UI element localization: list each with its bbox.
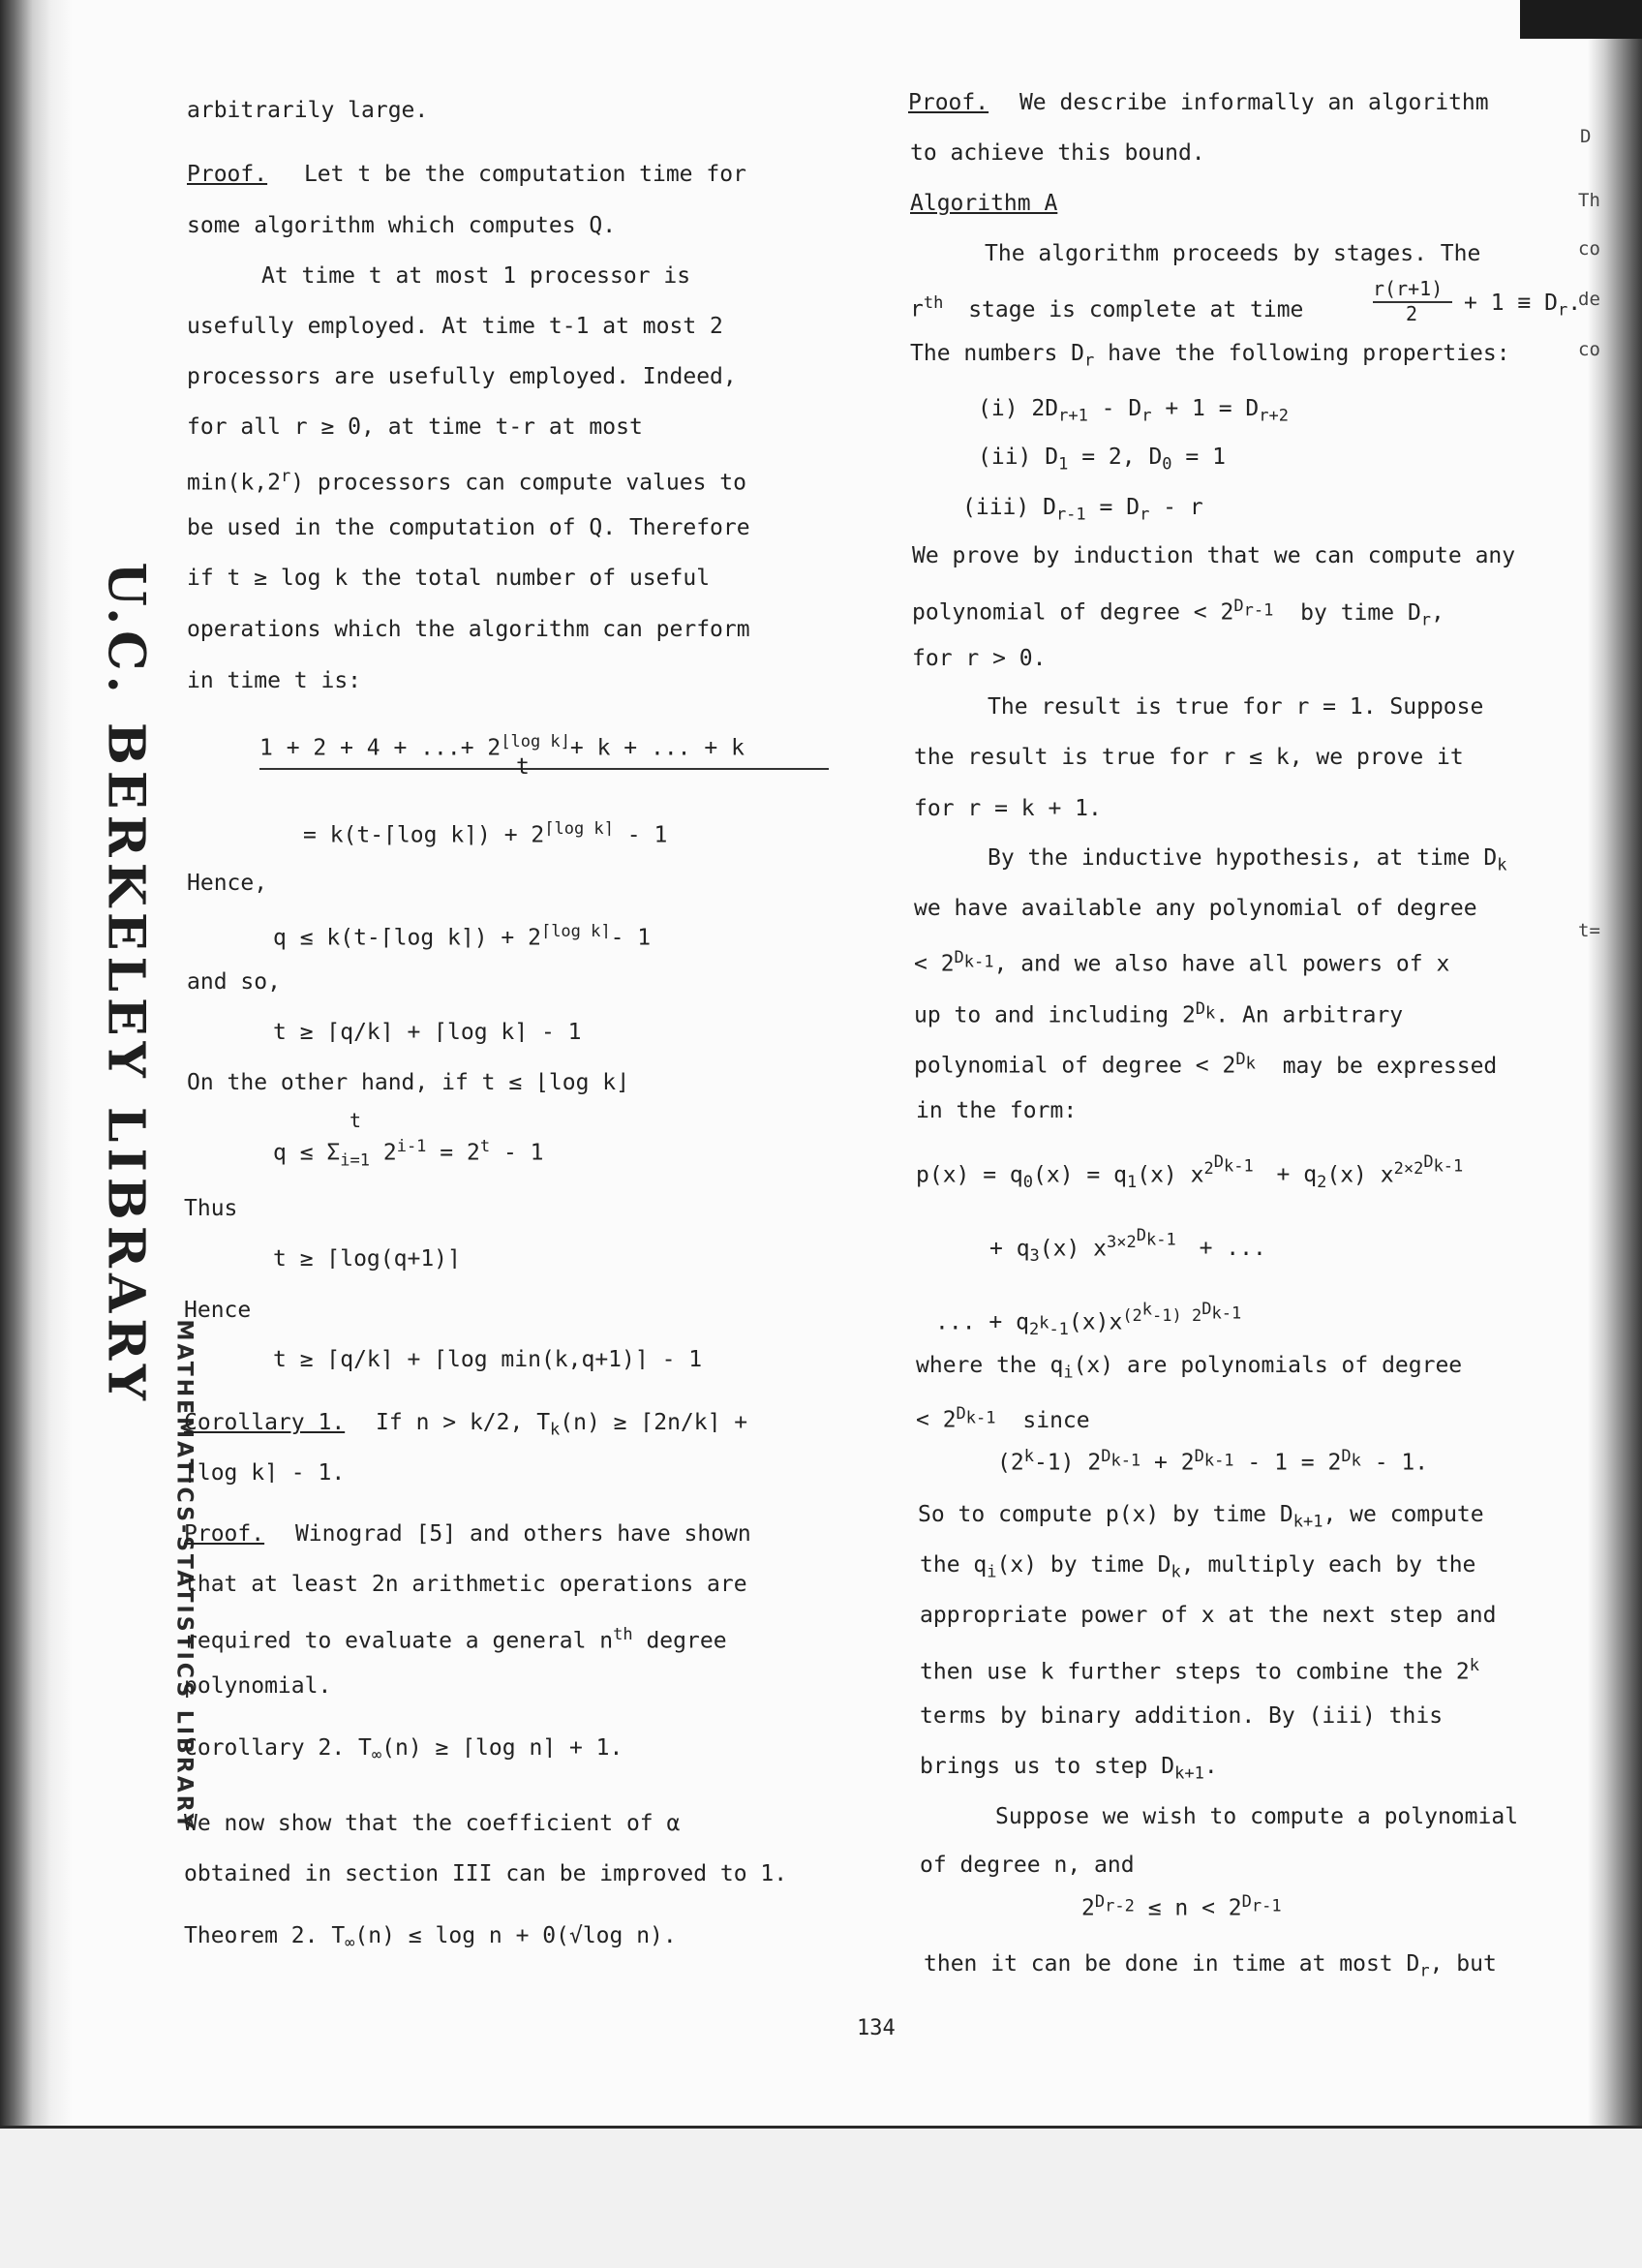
text-run: So to compute p(x) by time D xyxy=(918,1502,1293,1527)
text-line: for r > 0. xyxy=(912,646,1047,671)
subscript: k-1 xyxy=(1223,1156,1254,1177)
superscript: k xyxy=(1469,1656,1479,1675)
subscript: k xyxy=(550,1420,561,1440)
text-line: the result is true for r ≤ k, we prove it xyxy=(914,745,1464,770)
subscript: 0 xyxy=(1022,1172,1034,1192)
superscript: D xyxy=(956,1404,966,1424)
subscript: r xyxy=(1084,351,1095,371)
text-run: 2 xyxy=(1081,1895,1095,1921)
formula-line xyxy=(273,918,651,952)
superscript: -1) 2 xyxy=(1152,1305,1202,1326)
subscript: k xyxy=(1205,1003,1216,1024)
text-run: -1) 2 xyxy=(1033,1450,1102,1476)
superscript: D xyxy=(1233,597,1244,616)
text-line xyxy=(914,944,1449,978)
sum-symbol: Σ xyxy=(326,1140,341,1166)
text-run: may be expressed xyxy=(1282,1053,1498,1079)
text-line: of degree n, and xyxy=(920,1853,1135,1878)
text-run: The numbers D xyxy=(910,341,1085,366)
text-line: At time t at most 1 processor is xyxy=(261,263,691,289)
text-line: On the other hand, if t ≤ ⌊log k⌋ xyxy=(187,1070,629,1095)
text-run: + q xyxy=(1276,1162,1318,1188)
fraction-denominator: 2 xyxy=(1406,302,1418,325)
proof-label: Proof. xyxy=(908,90,989,115)
text-line xyxy=(918,1501,1484,1536)
text-run: min(k,2 xyxy=(187,470,281,496)
text-line: some algorithm which computes Q. xyxy=(187,213,617,238)
text-line xyxy=(920,1551,1475,1586)
text-run: r xyxy=(910,296,924,322)
sum-upper-limit: t xyxy=(350,1109,362,1132)
text-line xyxy=(910,340,1510,375)
text-line xyxy=(916,1400,1090,1434)
text-run: (x) x xyxy=(1039,1236,1108,1262)
property-line xyxy=(978,444,1226,478)
superscript: th xyxy=(923,293,944,313)
superscript: D xyxy=(1195,999,1206,1019)
text-line: ⌈log k⌉ - 1. xyxy=(184,1460,346,1486)
subscript: r+2 xyxy=(1259,406,1289,426)
subscript: k-1 xyxy=(1110,1451,1141,1471)
text-line: The algorithm proceeds by stages. The xyxy=(985,241,1481,266)
fraction-bar xyxy=(259,768,829,770)
text-line: Hence xyxy=(184,1298,252,1323)
formula-line xyxy=(916,1149,1463,1196)
text-run: q ≤ xyxy=(273,1140,314,1166)
next-page-edge xyxy=(1588,0,1642,2126)
scan-corner xyxy=(1520,0,1642,39)
text-line: Hence, xyxy=(187,871,268,896)
text-line: The result is true for r = 1. Suppose xyxy=(988,694,1484,720)
subscript: 1 xyxy=(1126,1172,1138,1192)
subscript: k-1 xyxy=(1211,1303,1242,1324)
superscript: t xyxy=(479,1137,491,1156)
text-run: By the inductive hypothesis, at time D xyxy=(988,845,1498,871)
text-run: 1 + 2 + 4 + ...+ 2 xyxy=(259,735,502,761)
text-line: obtained in section III can be improved to 1. xyxy=(184,1861,788,1886)
text-run: 2 xyxy=(382,1140,397,1166)
subscript: i xyxy=(987,1562,997,1582)
subscript: k xyxy=(1497,855,1507,875)
subscript: r-1 xyxy=(1251,1896,1282,1916)
text-run: Let t be the computation time for xyxy=(303,162,746,187)
scan-bottom-margin xyxy=(0,2126,1642,2268)
text-run: (i) 2D xyxy=(978,396,1059,421)
text-line: and so, xyxy=(187,969,281,995)
subscript: r xyxy=(1141,406,1152,426)
text-run: = D xyxy=(1099,495,1140,520)
subscript: k-1 xyxy=(963,952,994,972)
text-run: . xyxy=(1203,1754,1218,1779)
formula-line xyxy=(1081,1888,1282,1922)
text-line: arbitrarily large. xyxy=(187,98,429,123)
book-spine xyxy=(0,0,197,2126)
text-line xyxy=(187,161,746,188)
text-run: = 1 xyxy=(1185,444,1226,470)
subscript: -1 xyxy=(1049,1319,1069,1339)
text-run: (x) = q xyxy=(1033,1162,1127,1188)
subscript: r-2 xyxy=(1105,1896,1135,1916)
text-run: brings us to step D xyxy=(920,1754,1175,1779)
subscript: i=1 xyxy=(340,1150,370,1171)
text-line xyxy=(916,1352,1462,1387)
text-run: We describe informally an algorithm xyxy=(1019,90,1489,115)
text-run: , xyxy=(1431,599,1444,626)
text-run: - D xyxy=(1101,396,1142,421)
text-run: polynomial of degree < 2 xyxy=(914,1053,1236,1079)
text-line xyxy=(1464,290,1581,324)
text-run: + q xyxy=(989,1236,1030,1262)
text-run: (x) by time D xyxy=(996,1552,1171,1578)
subscript: 2 xyxy=(1028,1319,1040,1339)
text-run: (x)x xyxy=(1068,1309,1123,1335)
text-run: + 2 xyxy=(1154,1450,1195,1476)
text-run: = 2 xyxy=(440,1140,480,1166)
text-run: have the following properties: xyxy=(1108,341,1510,366)
text-run: where the q xyxy=(916,1353,1064,1378)
text-run: , but xyxy=(1429,1951,1497,1977)
subscript: k-1 xyxy=(1146,1230,1176,1250)
text-line: operations which the algorithm can perform xyxy=(187,617,750,642)
fraction-numerator: r(r+1) xyxy=(1373,277,1444,300)
superscript: ⌊log k⌋ xyxy=(501,732,570,751)
superscript: D xyxy=(1094,1892,1106,1912)
text-run: up to and including 2 xyxy=(914,1002,1196,1028)
subscript: k-1 xyxy=(1203,1451,1234,1471)
text-line xyxy=(920,1652,1479,1686)
text-line xyxy=(184,1520,751,1548)
property-line xyxy=(962,494,1203,529)
text-run: then it can be done in time at most D xyxy=(924,1951,1420,1977)
text-run: + 1 ≡ D xyxy=(1464,291,1558,316)
text-run: (ii) D xyxy=(978,444,1059,470)
text-run: (x) x xyxy=(1137,1162,1204,1188)
superscript: D xyxy=(1201,1300,1212,1319)
formula-line: t ≥ ⌈q/k⌉ + ⌈log min(k,q+1)⌉ - 1 xyxy=(273,1347,703,1372)
text-run: the q xyxy=(920,1552,988,1578)
superscript: i-1 xyxy=(396,1137,427,1156)
text-line xyxy=(184,1621,727,1655)
edge-text-3: co xyxy=(1578,238,1600,260)
text-line xyxy=(914,1046,1497,1080)
text-line xyxy=(912,593,1444,633)
text-run: < 2 xyxy=(916,1407,957,1433)
text-run: . An arbitrary xyxy=(1215,1002,1404,1028)
formula-line xyxy=(997,1443,1428,1477)
corollary-label: Corollary 1. xyxy=(184,1410,346,1435)
subscript: r xyxy=(1140,505,1150,525)
text-line xyxy=(914,996,1403,1029)
text-line xyxy=(924,1950,1497,1985)
text-line xyxy=(184,1922,677,1957)
formula-denominator: t xyxy=(516,754,530,780)
algorithm-heading: Algorithm A xyxy=(910,191,1058,216)
text-run: If n > k/2, T xyxy=(376,1410,551,1435)
superscript: D xyxy=(1423,1152,1434,1172)
proof-label: Proof. xyxy=(187,162,268,187)
subscript: r-1 xyxy=(1055,505,1086,525)
text-run: (2 xyxy=(997,1450,1024,1476)
proof-label: Proof. xyxy=(184,1521,265,1547)
text-run: stage is complete at time xyxy=(968,296,1304,322)
superscript: 3×2 xyxy=(1107,1232,1137,1252)
text-run: (n) ≥ ⌈2n/k⌉ + xyxy=(560,1410,748,1435)
text-line: We prove by induction that we can compute any xyxy=(912,543,1516,568)
text-line xyxy=(908,89,1489,116)
text-run: = k(t-⌈log k⌉) + 2 xyxy=(303,822,545,848)
text-line xyxy=(920,1753,1218,1788)
text-line xyxy=(187,463,746,497)
formula-line xyxy=(273,1133,543,1174)
superscript: D xyxy=(1241,1892,1252,1912)
text-run: + k + ... + k xyxy=(569,735,745,761)
text-run: (x) x xyxy=(1326,1162,1394,1188)
superscript: ⌈log k⌉ xyxy=(540,922,611,941)
formula-line: t ≥ ⌈log(q+1)⌉ xyxy=(273,1246,461,1272)
text-line: terms by binary addition. By (iii) this xyxy=(920,1703,1444,1729)
text-run: , multiply each by the xyxy=(1180,1552,1476,1578)
subscript: r+1 xyxy=(1058,406,1088,426)
text-run: - 1. xyxy=(1374,1450,1429,1476)
text-line: to achieve this bound. xyxy=(910,140,1205,166)
library-stamp-secondary: MATHEMATICS-STATISTICS LIBRARY xyxy=(171,1319,197,1832)
text-run: - 1 xyxy=(502,1140,544,1166)
text-run: ) processors can compute values to xyxy=(290,470,746,496)
formula-line xyxy=(303,815,667,849)
subscript: 0 xyxy=(1162,454,1172,475)
text-run: since xyxy=(1022,1407,1090,1433)
text-line: in the form: xyxy=(916,1098,1078,1123)
text-line: polynomial. xyxy=(184,1673,332,1699)
superscript: 2 xyxy=(1203,1158,1214,1179)
library-stamp: U.C. BERKELEY LIBRARY xyxy=(96,562,156,1407)
page-number: 134 xyxy=(857,2016,896,2040)
text-run: - 1 xyxy=(626,822,668,848)
text-line xyxy=(184,1734,623,1769)
text-run: required to evaluate a general n xyxy=(184,1628,614,1654)
property-line xyxy=(978,395,1289,430)
superscript: D xyxy=(1101,1447,1111,1466)
text-run: < 2 xyxy=(914,951,955,977)
superscript: D xyxy=(1341,1447,1352,1466)
superscript: D xyxy=(954,948,964,967)
text-run: Theorem 2. T xyxy=(184,1923,346,1948)
formula-line xyxy=(989,1222,1266,1270)
subscript: 3 xyxy=(1029,1245,1040,1266)
text-line xyxy=(988,844,1506,879)
text-line: Suppose we wish to compute a polynomial xyxy=(995,1804,1519,1829)
text-run: + ... xyxy=(1199,1236,1266,1262)
superscript: ⌈log k⌉ xyxy=(544,819,614,839)
subscript: k-1 xyxy=(965,1408,996,1428)
text-run: polynomial of degree < 2 xyxy=(912,599,1234,626)
formula-numerator xyxy=(259,728,745,762)
text-line: for r = k + 1. xyxy=(914,796,1102,821)
text-run: = 2, D xyxy=(1081,444,1163,470)
superscript: th xyxy=(613,1625,633,1644)
text-run: (iii) D xyxy=(962,495,1056,520)
superscript: D xyxy=(1235,1050,1246,1069)
superscript: D xyxy=(1136,1226,1147,1245)
subscript: r xyxy=(1557,300,1568,321)
text-line: We now show that the coefficient of α xyxy=(184,1811,681,1836)
text-run: (n) ≥ ⌈log n⌉ + 1. xyxy=(381,1735,623,1761)
text-run: , and we also have all powers of x xyxy=(993,951,1450,977)
text-line: we have available any polynomial of degree xyxy=(914,896,1477,921)
subscript: ∞ xyxy=(345,1933,355,1953)
subscript: k+1 xyxy=(1292,1512,1323,1532)
superscript: D xyxy=(1213,1152,1224,1172)
subscript: k xyxy=(1245,1054,1256,1074)
edge-text-4: de xyxy=(1578,289,1600,310)
text-line: that at least 2n arithmetic operations are xyxy=(184,1572,747,1597)
text-line: usefully employed. At time t-1 at most 2 xyxy=(187,314,723,339)
text-run: Corollary 2. T xyxy=(184,1735,372,1761)
text-line xyxy=(184,1409,747,1444)
text-line: for all r ≥ 0, at time t-r at most xyxy=(187,414,643,440)
text-run: p(x) = q xyxy=(916,1162,1023,1188)
subscript: r xyxy=(1420,610,1432,630)
text-run: Winograd [5] and others have shown xyxy=(294,1521,751,1547)
subscript: 1 xyxy=(1058,454,1069,475)
text-line: processors are usefully employed. Indeed, xyxy=(187,364,737,389)
text-run: degree xyxy=(646,1628,727,1654)
subscript: k xyxy=(1351,1451,1361,1471)
subscript: 2 xyxy=(1317,1172,1327,1192)
text-run: . xyxy=(1567,291,1582,316)
superscript: (2 xyxy=(1122,1305,1142,1326)
text-run: - 1 xyxy=(610,925,652,951)
text-line: if t ≥ log k the total number of useful xyxy=(187,566,711,591)
text-run: - r xyxy=(1163,495,1203,520)
subscript: r-1 xyxy=(1243,600,1274,621)
formula-line xyxy=(935,1296,1241,1343)
text-line xyxy=(910,290,1303,323)
text-line: be used in the computation of Q. Therefore xyxy=(187,515,750,540)
subscript: ∞ xyxy=(371,1745,382,1765)
edge-text-5: co xyxy=(1578,339,1600,360)
superscript: k xyxy=(1141,1300,1153,1319)
superscript: r xyxy=(280,467,291,486)
edge-text-2: Th xyxy=(1578,190,1600,211)
formula-line: t ≥ ⌈q/k⌉ + ⌈log k⌉ - 1 xyxy=(273,1020,582,1045)
text-run: (x) are polynomials of degree xyxy=(1073,1353,1463,1378)
text-run: q ≤ k(t-⌈log k⌉) + 2 xyxy=(273,925,541,951)
superscript: D xyxy=(1194,1447,1204,1466)
text-run: by time D xyxy=(1300,599,1421,626)
subscript: k-1 xyxy=(1433,1156,1464,1177)
text-run: - 1 = 2 xyxy=(1247,1450,1342,1476)
text-run: (n) ≤ log n + 0(√log n). xyxy=(354,1923,677,1948)
text-run: + 1 = D xyxy=(1165,396,1260,421)
text-run: , we compute xyxy=(1323,1502,1484,1527)
text-run: then use k further steps to combine the 2 xyxy=(920,1659,1470,1685)
text-run: ≤ n < 2 xyxy=(1147,1895,1242,1921)
superscript: k xyxy=(1023,1447,1034,1466)
subscript: k xyxy=(1171,1562,1181,1582)
superscript: k xyxy=(1039,1313,1049,1333)
text-line: Thus xyxy=(184,1196,238,1221)
text-line: in time t is: xyxy=(187,668,362,693)
superscript: 2×2 xyxy=(1393,1158,1424,1179)
subscript: i xyxy=(1063,1363,1074,1383)
subscript: k+1 xyxy=(1174,1763,1204,1784)
edge-text-1: D xyxy=(1580,126,1592,147)
subscript: r xyxy=(1419,1961,1430,1981)
edge-text-6: t= xyxy=(1578,920,1600,941)
text-run: ... + q xyxy=(935,1309,1029,1335)
text-line: appropriate power of x at the next step and xyxy=(920,1603,1497,1628)
